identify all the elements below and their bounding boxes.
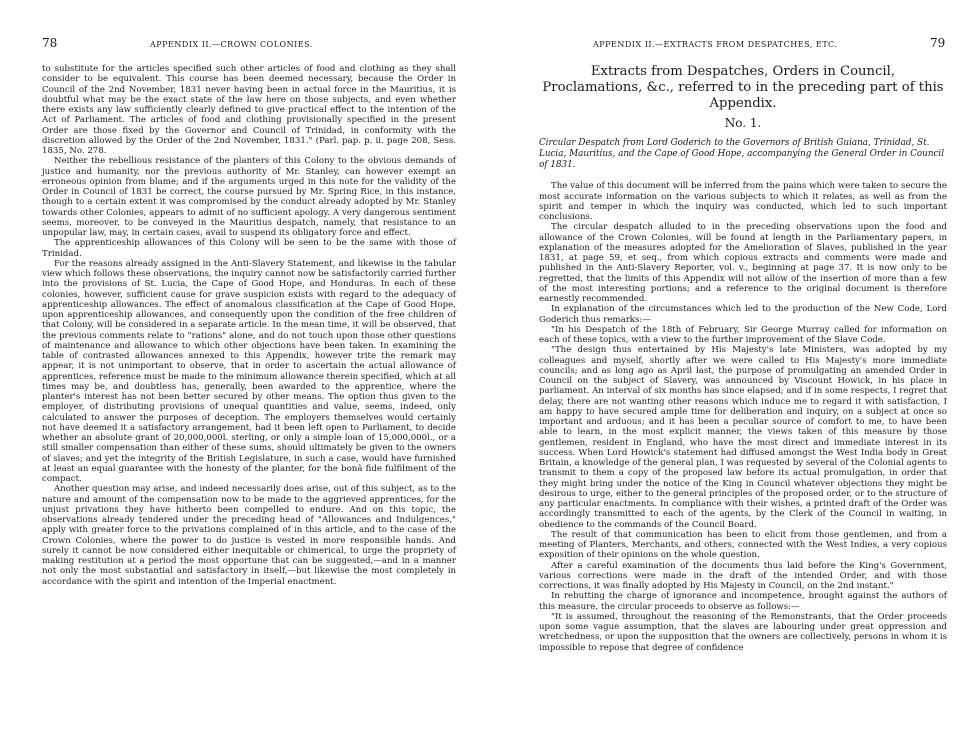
body-text <box>539 181 947 653</box>
paragraph: "In his Despatch of the 18th of February, Sir George Murray called for information on each of these topics, with a view to the further improvement of the Slave Code. <box>539 324 947 345</box>
paragraph: In rebutting the charge of ignorance and incompetence, brought against the authors of this measure, the circular proceeds to observe as follows:— <box>539 591 947 612</box>
paragraph: "The design thus entertained by His Majesty's late Ministers, was adopted by my colleagues and myself, shortly after we were called to His Majesty's more immediate councils; and as long ago as April last, the purpose of promulgating an amended Order in Council on the subject of Slavery, was announced by Viscount Howick, in his place in parliament. An interval of six months has since elapsed; and if in some respects, I regret that delay, there are not wanting other reasons which induce me to regard it with satisfaction, I am happy to have secured ample time for deliberation and inquiry, on a subject at once so important and arduous; and it has been a peculiar source of comfort to me, to have been able to learn, in the most explicit manner, the views taken of this measure by those gentlemen, resident in England, who have the most direct and immediate interest in its success. When Lord Howick's statement had diffused amongst the West India body in Great Britain, a knowledge of the general plan, I was requested by several of the Colonial agents to transmit to them a copy of the proposed law before its actual promulgation, in order that they might bring under the notice of the King in Council whatever objections they might be desirous to urge, either to the general principles of the proposed order, or to the structure of any particular enactments. In compliance with their wishes, a printed draft of the Order was accordingly transmitted to each of the agents, by the Clerk of the Council in waiting, in obedience to the commands of the Council Board. <box>539 345 947 530</box>
section-heading: Extracts from Despatches, Orders in Council, Proclamations, &c., referred to in the preceding part of this Appendix. <box>542 64 944 111</box>
paragraph: In explanation of the circumstances which led to the production of the New Code, Lord Goderich thus remarks:— <box>539 304 947 325</box>
page-number: 78 <box>42 36 58 50</box>
text-column <box>539 64 947 653</box>
paragraph: "It is assumed, throughout the reasoning of the Remonstrants, that the Order proceeds upon some vague assumption, that the slaves are labouring under great oppression and wretchedness, or upon the supposition that the owners are collectively, persons in whom it is impossible to repose that degree of confidence <box>539 611 947 653</box>
paragraph: The apprenticeship allowances of this Colony will be seen to be the same with those of Trinidad. <box>42 238 456 259</box>
paragraph: The result of that communication has been to elicit from those gentlemen, and from a meeting of Planters, Merchants, and others, connected with the West Indies, a very copious exposition of their opinions on the whole question. <box>539 529 947 561</box>
paragraph: The value of this document will be inferred from the pains which were taken to secure the most accurate information on the various subjects to which it relates, as well as from the spirit and temper in which the inquiry was conducted, which led to such important conclusions. <box>539 181 947 222</box>
paragraph: The circular despatch alluded to in the preceding observations upon the food and allowance of the Crown Colonies, will be found at length in the Parliamentary papers, in explanation of the measures adopted for the Amelioration of Slaves, published in the year 1831, at page 59, et seq., from which copious extracts and comments were made and published in the Anti-Slavery Reporter, vol. v., beginning at page 37. It is now only to be regretted, that the limits of this Appendix will not allow of the insertion of more than a few of the most interesting portions; and a reference to the original document is therefore earnestly recommended. <box>539 222 947 304</box>
right-page <box>490 0 980 729</box>
page-number: 79 <box>930 36 946 50</box>
section-number: No. 1. <box>724 116 762 130</box>
paragraph: Another question may arise, and indeed necessarily does arise, out of this subject, as to the nature and amount of the compensation now to be made to the aggrieved apprentices, for the unjust privations they have hitherto been compelled to endure. And on this topic, the observations already tendered under the preceding head of "Allowances and Indulgences," apply with greater force to the privations complained of in this article, and to the case of the Crown Colonies, where the power to do justice is vested in more responsible hands. And surely it cannot be now considered either inequitable or chimerical, to urge the propriety of making restitution at a period the most opportune that can be suggested,—and in a manner not only the most substantial and satisfactory in itself,—but likewise the most completely in accordance with the spirit and intention of the Imperial enactment. <box>42 484 456 587</box>
running-head: APPENDIX II.—EXTRACTS FROM DESPATCHES, ETC. <box>593 40 838 49</box>
paragraph: For the reasons already assigned in the Anti-Slavery Statement, and likewise in the tabular view which follows these observations, the inquiry cannot now be satisfactorily carried further into the provisions of St. Lucia, the Cape of Good Hope, and Honduras. In each of these colonies, however, sufficient cause for grave suspicion exists with regard to the adequacy of apprenticeship allowances. The effect of anomalous classification at the Cape of Good Hope, upon apprenticeship allowances, and consequently upon the condition of the free children of that Colony, will be considered in a separate article. In the mean time, it will be observed, that the previous comments relate to "rations" alone, and do not touch upon those other questions of maintenance and allowance to which other objections have been taken. In examining the table of contrasted allowances annexed to this Appendix, however trite the remark may appear, it is not unimportant to observe, that in order to ascertain the actual allowance of apprentices, reference must be made to the minimum allowance therein specified, which at all times may be, and doubtless has, generally, been awarded to the apprentice, where the planter's interest has not been better secured by other means. The option thus given to the employer, of distributing provisions of unequal quantities and value, seems, indeed, only calculated to answer the purposes of deception. The employers themselves would certainly not have deemed it a satisfactory arrangement, had it been left open to Parliament, to decide whether an absolute grant of 20,000,000l. sterling, or only a simple loan of 15,000,000l., or a still smaller compensation than either of these sums, should ultimately be given to the owners of slaves; and yet the integrity of the British Legislature, in such a case, would have furnished at least an equal guarantee with the honesty of the planter, for the bonâ fide fulfilment of the compact. <box>42 258 456 484</box>
paragraph: Neither the rebellious resistance of the planters of this Colony to the obvious demands of justice and humanity, nor the previous authority of Mr. Stanley, can however exempt an erroneous opinion from blame; and if the arguments urged in this note for the validity of the Order in Council of 1831 be correct, the course pursued by Mr. Spring Rice, in this instance, though to a certain extent it was compromised by the conduct already adopted by Mr. Stanley towards other Colonies, appears to admit of no sufficient apology. A very dangerous sentiment seems, moreover, to be conveyed in the Mauritius despatch, namely, that resistance to an unpopular law, may, in certain cases, avail to suspend its obligatory force and effect. <box>42 156 456 238</box>
text-column <box>42 64 456 587</box>
document-title: Circular Despatch from Lord Goderich to the Governors of British Guiana, Trinidad, St. Lucia, Mauritius, and the Cape of Good Hope, accompanying the General Order in Council of 1831. <box>539 138 945 171</box>
running-head: APPENDIX II.—CROWN COLONIES. <box>150 40 313 49</box>
paragraph: to substitute for the articles specified such other articles of food and clothing as they shall consider to be equivalent. This course has been deemed necessary, because the Order in Council of the 2nd November, 1831 never having been in actual force in the Mauritius, it is doubtful what may be the exact state of the law here on those subjects, and even whether there exists any law sufficiently clearly defined to give practical effect to the intention of the Act of Parliament. The articles of food and clothing provisionally specified in the present Order are those fixed by the Governor and Council of Trinidad, in conformity with the discretion allowed by the Order of the 2nd November, 1831." (Parl. pap. p. ii. page 208, Sess. 1835, No. 278. <box>42 64 456 156</box>
paragraph: After a careful examination of the documents thus laid before the King's Government, various corrections were made in the draft of the intended Order, and with those corrections, it was finally adopted by His Majesty in Council, on the 2nd instant." <box>539 560 947 591</box>
